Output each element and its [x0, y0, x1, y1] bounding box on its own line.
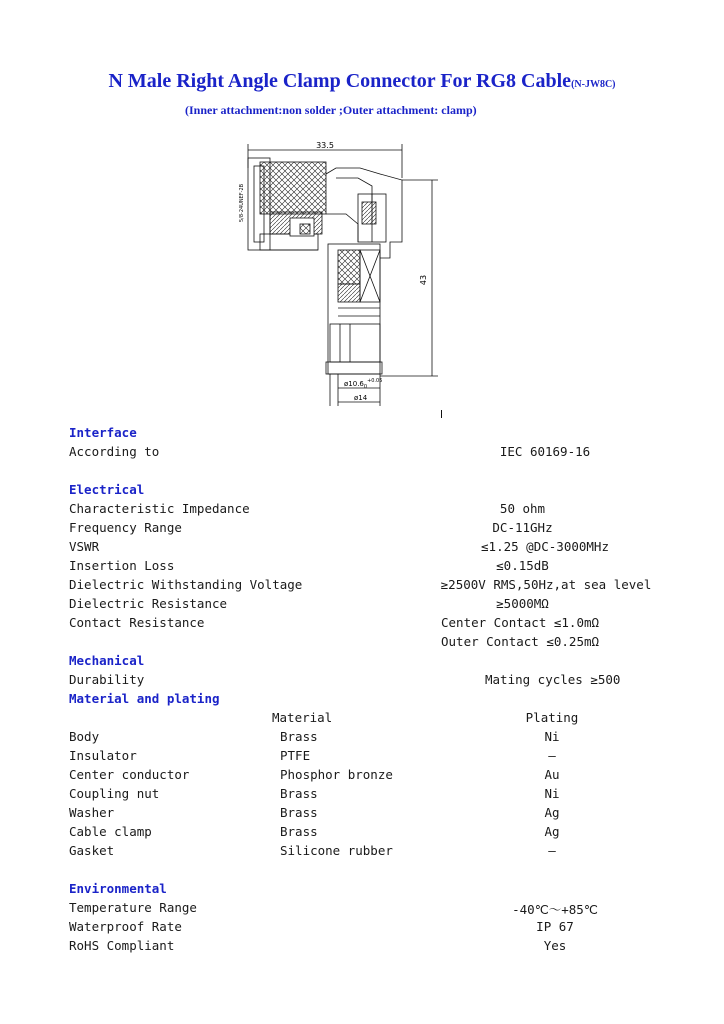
material-plating: Ni: [544, 729, 560, 744]
connector-drawing: [240, 138, 445, 418]
environmental-label: RoHS Compliant: [69, 938, 175, 953]
mechanical-label: Durability: [69, 672, 145, 687]
material-part: Coupling nut: [69, 786, 160, 801]
electrical-heading: Electrical: [69, 482, 145, 497]
environmental-heading: Environmental: [69, 881, 167, 896]
dim-outer-dia: ø14: [354, 394, 368, 402]
material-material: PTFE: [280, 748, 311, 763]
electrical-label: Characteristic Impedance: [69, 501, 250, 516]
electrical-value: DC-11GHz: [492, 520, 553, 535]
dim-inner-dia: $ø10.6_0^{+0.05}$: [344, 378, 383, 390]
dim-top: 33.5: [316, 141, 334, 150]
material-part: Gasket: [69, 843, 115, 858]
interface-label: According to: [69, 444, 160, 459]
material-part: Washer: [69, 805, 115, 820]
material-heading: Material and plating: [69, 691, 220, 706]
electrical-value: ≥5000MΩ: [496, 596, 549, 611]
marker-tick: [441, 410, 442, 418]
material-plating: Ag: [544, 805, 560, 820]
electrical-value: ≥2500V RMS,50Hz,at sea level: [440, 577, 652, 592]
material-material: Silicone rubber: [280, 843, 393, 858]
material-col-header: Material: [272, 710, 333, 725]
material-plating: —: [548, 748, 556, 763]
dim-right: 43: [419, 274, 428, 286]
model-code: (N-JW8C): [571, 79, 616, 90]
material-plating: Ag: [544, 824, 560, 839]
material-material: Phosphor bronze: [280, 767, 393, 782]
interface-value: IEC 60169-16: [499, 444, 591, 459]
material-plating: —: [548, 843, 556, 858]
title-text: N Male Right Angle Clamp Connector For RG8 Cable: [108, 70, 572, 92]
material-material: Brass: [280, 786, 318, 801]
interface-heading: Interface: [69, 425, 137, 440]
electrical-label: Contact Resistance: [69, 615, 205, 630]
mechanical-heading: Mechanical: [69, 653, 145, 668]
electrical-value: ≤0.15dB: [496, 558, 549, 573]
material-part: Body: [69, 729, 100, 744]
material-plating: Au: [544, 767, 560, 782]
mechanical-value: Mating cycles ≥500: [485, 672, 621, 687]
environmental-label: Waterproof Rate: [69, 919, 182, 934]
electrical-label: Insertion Loss: [69, 558, 175, 573]
plating-col-header: Plating: [525, 710, 579, 725]
environmental-value: Yes: [543, 938, 567, 953]
electrical-value: Outer Contact ≤0.25mΩ: [441, 634, 600, 649]
environmental-value: -40℃～+85℃: [512, 902, 598, 917]
material-part: Center conductor: [69, 767, 190, 782]
material-material: Brass: [280, 729, 318, 744]
electrical-label: Frequency Range: [69, 520, 182, 535]
material-part: Cable clamp: [69, 824, 152, 839]
material-material: Brass: [280, 824, 318, 839]
page-title: [0, 70, 724, 93]
electrical-label: Dielectric Resistance: [69, 596, 228, 611]
electrical-value: ≤1.25 @DC-3000MHz: [481, 539, 609, 554]
page-subtitle: (Inner attachment:non solder ;Outer attachment: clamp): [185, 103, 477, 117]
environmental-value: IP 67: [536, 919, 574, 934]
electrical-value: Center Contact ≤1.0mΩ: [441, 615, 600, 630]
electrical-label: VSWR: [69, 539, 100, 554]
material-material: Brass: [280, 805, 318, 820]
material-part: Insulator: [69, 748, 137, 763]
electrical-label: Dielectric Withstanding Voltage: [69, 577, 303, 592]
electrical-value: 50 ohm: [499, 501, 546, 516]
thread-spec: 5/8-24UNEF-2B: [239, 183, 245, 222]
environmental-label: Temperature Range: [69, 900, 197, 915]
material-plating: Ni: [544, 786, 560, 801]
